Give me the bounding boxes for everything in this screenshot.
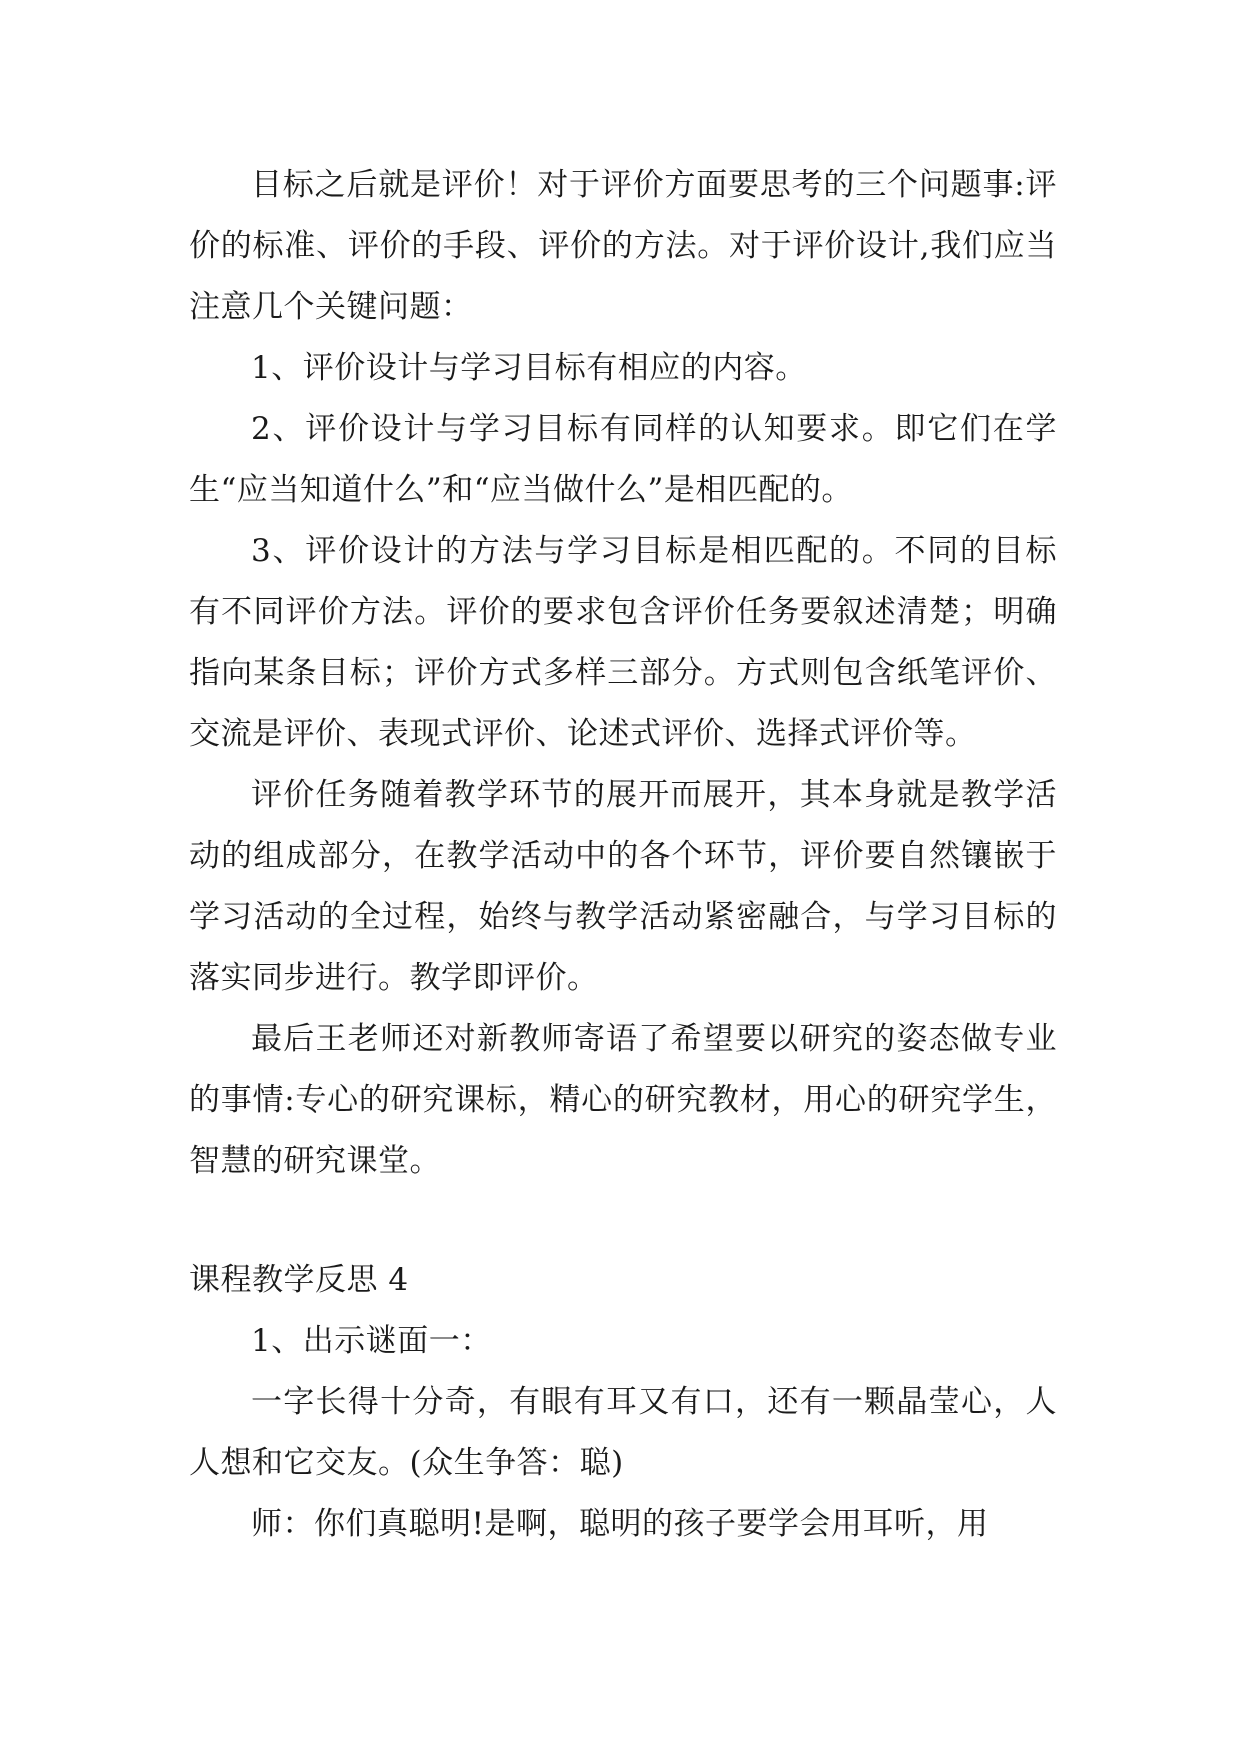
- paragraph-evaluation-tasks: 评价任务随着教学环节的展开而展开，其本身就是教学活动的组成部分，在教学活动中的各个环节，评价要自然镶嵌于学习活动的全过程，始终与教学活动紧密融合，与学习目标的落实同步进行。教学即评价。: [189, 777, 1057, 996]
- list-item-2: 2、评价设计与学习目标有同样的认知要求。即它们在学生“应当知道什么”和“应当做什么”是相匹配的。: [189, 411, 1057, 508]
- list-item-1: 1、评价设计与学习目标有相应的内容。: [251, 350, 807, 386]
- document-page: [189, 155, 1057, 1555]
- paragraph-closing-remarks: 最后王老师还对新教师寄语了希望要以研究的姿态做专业的事情:专心的研究课标，精心的研究教材，用心的研究学生，智慧的研究课堂。: [189, 1021, 1057, 1179]
- list-item-riddle: 1、出示谜面一：: [251, 1323, 492, 1359]
- paragraph-riddle-text: 一字长得十分奇，有眼有耳又有口，还有一颗晶莹心，人人想和它交友。(众生争答：聪): [189, 1384, 1057, 1481]
- list-item-3: 3、评价设计的方法与学习目标是相匹配的。不同的目标有不同评价方法。评价的要求包含评价任务要叙述清楚；明确指向某条目标；评价方式多样三部分。方式则包含纸笔评价、交流是评价、表现式评价、论述式评价、选择式评价等。: [189, 533, 1057, 752]
- paragraph-evaluation-intro: 目标之后就是评价！对于评价方面要思考的三个问题事:评价的标准、评价的手段、评价的方法。对于评价设计,我们应当注意几个关键问题：: [189, 167, 1057, 325]
- paragraph-teacher-remark: 师：你们真聪明!是啊，聪明的孩子要学会用耳听，用: [251, 1506, 989, 1542]
- section-heading: 课程教学反思 4: [189, 1262, 409, 1298]
- section-spacer: [189, 1192, 1057, 1250]
